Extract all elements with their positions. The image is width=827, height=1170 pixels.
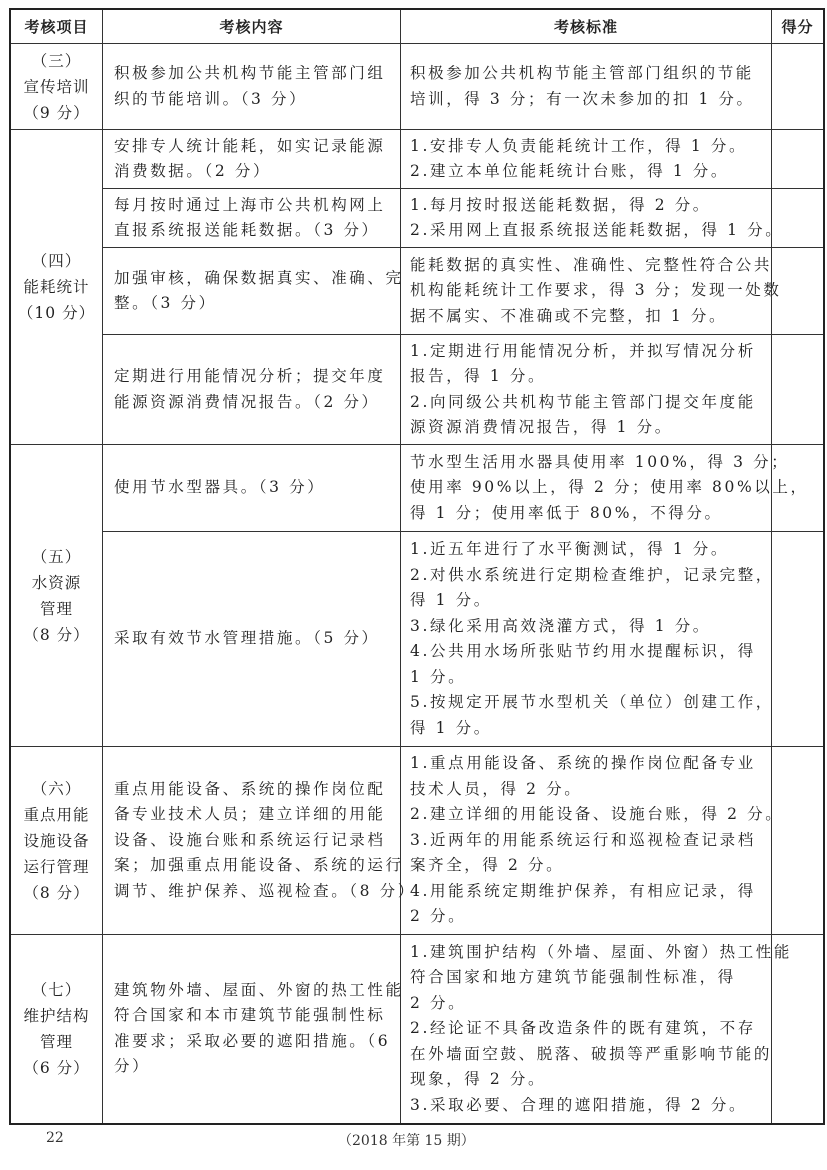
text-line: 每月按时通过上海市公共机构网上 [114, 195, 386, 214]
text-line: （6 分） [23, 1058, 90, 1077]
text-line: 分） [114, 1057, 151, 1076]
category-cell [10, 445, 103, 747]
page-number: 22 [46, 1130, 64, 1146]
text-line: 机构能耗统计工作要求，得 3 分；发现一处数 [410, 281, 782, 300]
text-line: （四） [31, 252, 82, 270]
issue-label: （2018 年第 15 期） [338, 1133, 475, 1149]
text-line: 3.采取必要、合理的遮阳措施，得 2 分。 [410, 1095, 748, 1114]
score-cell[interactable] [772, 44, 825, 130]
text-line: 据不属实、不准确或不完整，扣 1 分。 [410, 306, 728, 325]
text-line: 设备、设施台账和系统运行记录档 [114, 830, 386, 849]
text-line: 管理 [39, 1032, 73, 1051]
text-line: 得 1 分；使用率低于 80%，不得分。 [410, 503, 723, 522]
text-line: 调节、维护保养、巡视检查。（8 分） [114, 881, 416, 900]
category-cell [10, 747, 103, 935]
text-line: 得 1 分。 [410, 718, 492, 737]
text-line: 建筑物外墙、屋面、外窗的热工性能 [114, 980, 404, 999]
score-cell[interactable] [772, 532, 825, 747]
text-line: 现象，得 2 分。 [410, 1070, 547, 1088]
content-cell [103, 445, 401, 532]
text-line: 备专业技术人员；建立详细的用能 [114, 805, 386, 824]
table-row [10, 335, 824, 445]
standard-cell [401, 935, 792, 1124]
text-line: 水资源 [31, 573, 82, 592]
standard-cell [401, 335, 772, 445]
content-cell [103, 248, 404, 335]
score-cell[interactable] [772, 130, 825, 189]
standard-cell [401, 532, 772, 747]
text-line: 4.用能系统定期维护保养，有相应记录，得 [410, 881, 756, 900]
text-line: 准要求；采取必要的遮阳措施。（6 [114, 1031, 391, 1050]
score-cell[interactable] [772, 935, 825, 1124]
text-line: 2.对供水系统进行定期检查维护，记录完整， [410, 565, 774, 584]
score-cell[interactable] [772, 335, 825, 445]
text-line: 能耗统计 [23, 278, 90, 296]
text-line: 5.按规定开展节水型机关（单位）创建工作， [410, 693, 774, 711]
assessment-table [9, 8, 825, 1125]
header-standard: 考核标准 [401, 9, 772, 44]
text-line: 培训，得 3 分；有一次未参加的扣 1 分。 [410, 89, 755, 108]
content-cell [103, 747, 416, 935]
text-line: 案齐全，得 2 分。 [410, 856, 565, 875]
standard-cell [401, 44, 772, 130]
header-item: 考核项目 [10, 9, 103, 44]
text-line: 使用节水型器具。（3 分） [114, 478, 326, 497]
text-line: 积极参加公共机构节能主管部门组 [114, 64, 386, 82]
text-line: 1 分。 [410, 667, 467, 686]
content-cell [103, 130, 401, 189]
content-cell [103, 532, 401, 747]
standard-cell [401, 248, 782, 335]
table-row [10, 248, 824, 335]
text-line: 2.建立详细的用能设备、设施台账，得 2 分。 [410, 805, 784, 824]
text-line: 2.建立本单位能耗统计台账，得 1 分。 [410, 162, 730, 180]
text-line: 运行管理 [23, 857, 90, 876]
category-cell [10, 44, 103, 130]
standard-cell [401, 445, 809, 532]
text-line: 重点用能 [23, 805, 90, 824]
table-row [10, 747, 824, 935]
text-line: 设施设备 [23, 831, 90, 850]
content-cell [103, 189, 401, 248]
header-content: 考核内容 [103, 9, 401, 44]
text-line: 符合国家和地方建筑节能强制性标准，得 [410, 968, 736, 986]
text-line: 管理 [39, 599, 73, 618]
table-body [10, 44, 824, 1124]
text-line: 1.近五年进行了水平衡测试，得 1 分。 [410, 540, 730, 558]
text-line: 能耗数据的真实性、准确性、完整性符合公共 [410, 255, 773, 274]
text-line: 织的节能培训。（3 分） [114, 89, 308, 108]
table-row [10, 44, 824, 130]
text-line: 2 分。 [410, 993, 467, 1012]
text-line: 3.近两年的用能系统运行和巡视检查记录档 [410, 830, 756, 849]
text-line: 2.采用网上直报系统报送能耗数据，得 1 分。 [410, 221, 784, 239]
text-line: 2.经论证不具备改造条件的既有建筑，不存 [410, 1019, 756, 1037]
text-line: 2.向同级公共机构节能主管部门提交年度能 [410, 392, 756, 411]
table-row [10, 935, 824, 1124]
text-line: （8 分） [23, 883, 90, 902]
text-line: 2 分。 [410, 907, 467, 926]
text-line: 1.安排专人负责能耗统计工作，得 1 分。 [410, 136, 748, 155]
content-cell [103, 335, 401, 445]
text-line: 1.建筑围护结构（外墙、屋面、外窗）热工性能 [410, 942, 792, 961]
score-cell[interactable] [772, 747, 825, 935]
text-line: 宣传培训 [23, 77, 90, 96]
text-line: 1.每月按时报送能耗数据，得 2 分。 [410, 195, 711, 214]
text-line: （10 分） [17, 304, 96, 322]
text-line: （五） [31, 547, 82, 566]
text-line: 使用率 90%以上，得 2 分；使用率 80%以上， [410, 478, 809, 497]
text-line: 节水型生活用水器具使用率 100%，得 3 分； [410, 452, 790, 471]
text-line: 1.重点用能设备、系统的操作岗位配备专业 [410, 754, 756, 773]
text-line: 消费数据。（2 分） [114, 162, 272, 180]
text-line: （9 分） [23, 103, 90, 122]
table-row [10, 130, 824, 189]
text-line: 案；加强重点用能设备、系统的运行 [114, 856, 404, 875]
text-line: 得 1 分。 [410, 591, 492, 609]
text-line: 能源资源消费情况报告。（2 分） [114, 392, 380, 411]
text-line: 重点用能设备、系统的操作岗位配 [114, 779, 386, 798]
text-line: 报告，得 1 分。 [410, 367, 547, 385]
category-cell [10, 130, 103, 445]
text-line: （七） [31, 980, 82, 999]
content-cell [103, 44, 401, 130]
text-line: 加强审核，确保数据真实、准确、完 [114, 268, 404, 287]
text-line: 定期进行用能情况分析；提交年度 [114, 367, 386, 385]
text-line: 源资源消费情况报告，得 1 分。 [410, 418, 673, 436]
text-line: 4.公共用水场所张贴节约用水提醒标识，得 [410, 642, 756, 660]
text-line: 直报系统报送能耗数据。（3 分） [114, 221, 380, 239]
text-line: （三） [31, 51, 82, 70]
text-line: 在外墙面空鼓、脱落、破损等严重影响节能的 [410, 1044, 773, 1063]
text-line: 3.绿化采用高效浇灌方式，得 1 分。 [410, 616, 711, 635]
text-line: 采取有效节水管理措施。（5 分） [114, 629, 380, 648]
standard-cell [401, 130, 772, 189]
text-line: 整。（3 分） [114, 294, 217, 312]
text-line: （8 分） [23, 625, 90, 644]
text-line: 技术人员，得 2 分。 [410, 779, 583, 798]
text-line: 维护结构 [23, 1006, 90, 1025]
text-line: 符合国家和本市建筑节能强制性标 [114, 1006, 386, 1025]
category-cell [10, 935, 103, 1124]
table-header-row [10, 9, 824, 44]
content-cell [103, 935, 404, 1124]
text-line: （六） [31, 779, 82, 798]
text-line: 安排专人统计能耗，如实记录能源 [114, 136, 386, 155]
text-line: 1.定期进行用能情况分析，并拟写情况分析 [410, 341, 756, 360]
table-row [10, 532, 824, 747]
standard-cell [401, 189, 784, 248]
table-row [10, 445, 824, 532]
text-line: 积极参加公共机构节能主管部门组织的节能 [410, 64, 754, 82]
table-row [10, 189, 824, 248]
header-score: 得分 [772, 9, 825, 44]
standard-cell [401, 747, 784, 935]
